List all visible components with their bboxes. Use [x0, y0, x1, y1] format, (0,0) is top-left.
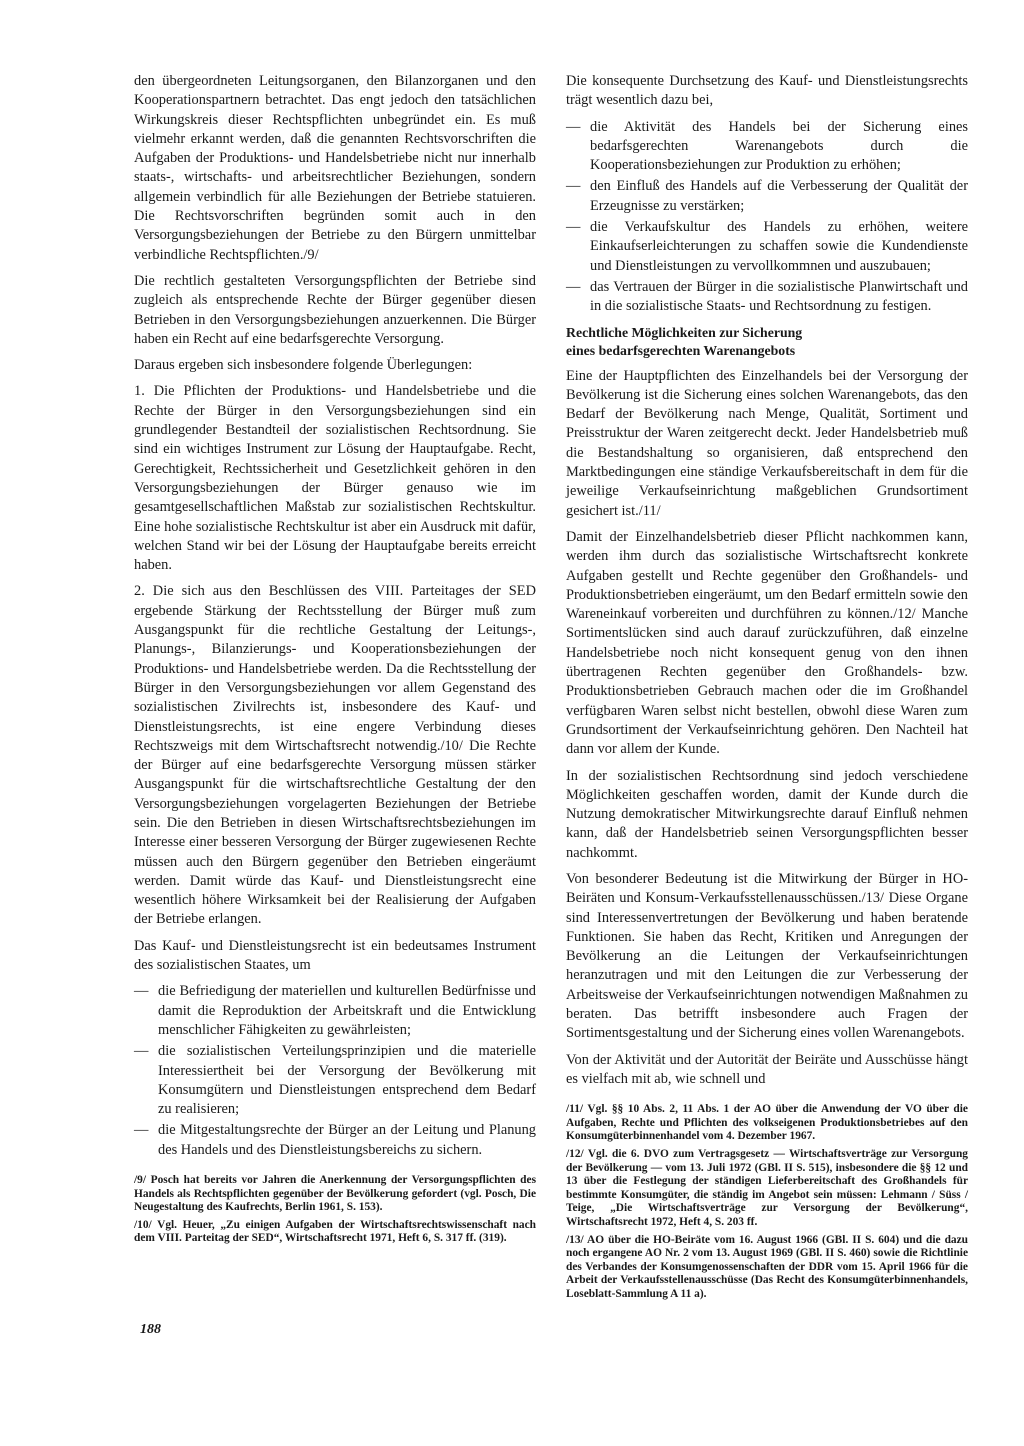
page-number: 188 — [140, 1322, 161, 1337]
list-item-text: das Vertrauen der Bürger in die sozialistische Planwirtschaft und in die sozialistische Staats- und Rechtsordnung zu festigen. — [590, 278, 968, 315]
right-dash-list — [566, 118, 968, 317]
dash-mark: — — [566, 219, 581, 236]
left-paragraph-1: den übergeordneten Leitungsorganen, den Bilanzorganen und den Kooperationspartnern betrachtet. Das engt jedoch den tatsächlichen Wirkungskreis dieser Rechtspflichten unbegründet ein. Es muß vielmehr erkannt werden, daß die genannten Rechtsvorschriften die Aufgaben der Produktions- und Handelsbetriebe nicht nur innerhalb staats-, wirtschafts- und arbeitsrechtlicher Beziehungen, sondern allgemein verbindlich für alle Beziehungen der Betriebe statuieren. Die Rechtsvorschriften begründen somit auch in den Versorgungsbeziehungen der Betriebe zu den Bürgern unmittelbar verbindliche Rechtspflichten./9/ — [134, 73, 536, 263]
right-footnotes — [566, 1103, 968, 1301]
dash-mark: — — [566, 278, 581, 295]
dash-mark: — — [134, 1122, 149, 1139]
right-column — [566, 72, 968, 1306]
footnote-9: /9/ Posch hat bereits vor Jahren die Anerkennung der Versorgungspflichten des Handels als Rechtspflichten gegenüber der Bevölkerung gefordert (vgl. Posch, Die Neugestaltung des Kaufrechts, Berlin 1961, S. 153). — [134, 1174, 536, 1214]
left-paragraph-2: Die rechtlich gestalteten Versorgungspflichten der Betriebe sind zugleich als entsprechende Rechte der Bürger gegenüber diesen Betrieben in den Versorgungsbeziehungen anzuerkennen. Die Bürger haben ein Recht auf eine bedarfsgerechte Versorgung. — [134, 272, 536, 347]
section-heading-line-1: Rechtliche Möglichkeiten zur Sicherung — [566, 324, 803, 340]
dash-mark: — — [134, 983, 149, 1000]
list-item — [566, 278, 968, 317]
list-item — [566, 218, 968, 276]
left-paragraph-3: Daraus ergeben sich insbesondere folgende Überlegungen: — [134, 357, 473, 374]
left-paragraph-6: Das Kauf- und Dienstleistungsrecht ist ein bedeutsames Instrument des sozialistischen Staates, um — [134, 937, 536, 974]
right-paragraph-2: Eine der Hauptpflichten des Einzelhandels bei der Versorgung der Bevölkerung ist die Sicherung eines solchen Warenangebots, das den Bedarf der Bevölkerung nach Menge, Qualität, Sortiment und Preisstruktur der Waren zeitgerecht deckt. Jeder Handelsbetrieb muß die Bestandshaltung so organisieren, daß entsprechend den Marktbedingungen eine ständige Verkaufsbereitschaft in dem für die jeweilige Verkaufseinrichtung maßgeblichen Grundsortiment gesichert ist./11/ — [566, 367, 968, 519]
footnote-12: /12/ Vgl. die 6. DVO zum Vertragsgesetz — Wirtschaftsverträge zur Versorgung der Bevölkerung — vom 13. Juli 1972 (GBl. II S. 515), insbesondere die §§ 12 und 13 über die Festlegung der ständigen Lieferbereitschaft des Großhandels für bestimmte Konsumgüter, die ständig im Angebot sein müssen: Lehmann / Süss / Teige, „Die Wirtschaftsverträge zur Versorgung der Bevölkerung“, Wirtschaftsrecht 1972, Heft 4, S. 203 ff. — [566, 1148, 968, 1228]
list-item — [134, 982, 536, 1040]
list-item-text: die Aktivität des Handels bei der Sicherung eines bedarfsgerechten Warenangebots durch die Kooperationsbeziehungen zur Produktion zu erhöhen; — [590, 118, 968, 174]
right-paragraph-5: Von besonderer Bedeutung ist die Mitwirkung der Bürger in HO-Beiräten und Konsum-Verkaufsstellenausschüssen./13/ Diese Organe sind Interessenvertretungen der Bevölkerung und haben beratende Funktionen. Sie haben das Recht, Kritiken und Anregungen der Bevölkerung an die Leitungen der Verkaufseinrichtungen heranzutragen und mit den Leitungen die zur Verbesserung der Arbeitsweise der Verkaufseinrichtungen notwendigen Maßnahmen zu beraten. Das betrifft insbesondere auch Fragen der Sortimentsgestaltung und der Sicherung eines vollen Warenangebots. — [566, 870, 968, 1042]
list-item — [134, 1042, 536, 1119]
list-item — [134, 1121, 536, 1160]
footnote-10: /10/ Vgl. Heuer, „Zu einigen Aufgaben der Wirtschaftsrechtswissenschaft nach dem VIII. Parteitag der SED“, Wirtschaftsrecht 1971, Heft 6, S. 317 ff. (319). — [134, 1218, 536, 1245]
list-item — [566, 118, 968, 176]
list-item-text: die Befriedigung der materiellen und kulturellen Bedürfnisse und damit die Reproduktion der Arbeitskraft und die Entwicklung menschlicher Fähigkeiten zu gewährleisten; — [158, 983, 536, 1038]
footnote-13: /13/ AO über die HO-Beiräte vom 16. August 1966 (GBl. II S. 604) und die dazu noch ergangene AO Nr. 2 vom 13. August 1969 (GBl. II S. 460) sowie die Richtlinie des Verbandes der Konsumgenossenschaften der DDR vom 15. April 1966 für die Arbeit der Verkaufsstellenausschüsse (Das Recht des Konsumgüterbinnenhandels, Loseblatt-Sammlung A 11 a). — [566, 1233, 968, 1300]
left-column — [134, 72, 536, 1250]
left-paragraph-4: 1. Die Pflichten der Produktions- und Handelsbetriebe und die Rechte der Bürger in den Versorgungsbeziehungen sind ein grundlegender Bestandteil der sozialistischen Rechtsordnung. Sie sind ein wichtiges Instrument zur Lösung der Hauptaufgabe. Recht, Gerechtigkeit, Rechtssicherheit und Gesetzlichkeit gehören in den Versorgungsbeziehungen der Bürger genauso wie im gesamtgesellschaftlichen Maßstab zur sozialistischen Rechtskultur. Eine hohe sozialistische Rechtskultur ist aber ein Ausdruck mit dafür, welchen Stand wir bei der Lösung der Hauptaufgabe bereits erreicht haben. — [134, 383, 536, 574]
dash-mark: — — [566, 118, 581, 135]
right-paragraph-3: Damit der Einzelhandelsbetrieb dieser Pflicht nachkommen kann, werden ihm durch das sozialistische Wirtschaftsrecht konkrete Aufgaben gestellt und Rechte gegenüber den Großhandels- und Produktionsbetrieben eingeräumt, um den Bedarf ermitteln sowie den Wareneinkauf vorbereiten und durchführen zu können./12/ Manche Sortimentslücken sind auch darauf zurückzuführen, daß einzelne Handelsbetriebe noch nicht konsequent genug von den ihnen übertragenen Rechten gegenüber den Großhandels- bzw. Produktionsbetrieben Gebrauch machen oder die im Großhandel verfügbaren Waren selbst nicht bestellen, obwohl diese Waren zum Grundsortiment der Verkaufseinrichtung gehören. Den Nachteil hat dann vor allem der Kunde. — [566, 528, 968, 758]
left-paragraph-5: 2. Die sich aus den Beschlüssen des VIII. Parteitages der SED ergebende Stärkung der Rechtsstellung der Bürger muß zum Ausgangspunkt für die rechtliche Gestaltung der Leitungs-, Planungs-, Bilanzierungs- und Kooperationsbeziehungen der Produktions- und Handelsbetriebe werden. Da die Rechtsstellung der Bürger in den Versorgungsbeziehungen vor allem Gegenstand des sozialistischen Zivilrechts ist, insbesondere des Kauf- und Dienstleistungsrechts, ist eine engere Verbindung dieses Rechtszweigs mit dem Wirtschaftsrecht notwendig./10/ Die Rechte der Bürger auf eine bedarfsgerechte Versorgung müssen stärker Ausgangspunkt für die wirtschaftsrechtliche Gestaltung der den Versorgungsbeziehungen vorgelagerten Beziehungen der Betriebe sein. Die den Betrieben in diesen Wirtschaftsrechtsbeziehungen im Interesse einer besseren Versorgung der Bürger zugewiesenen Rechte müssen auch den Bürgern gegenüber den Betrieben eingeräumt werden. Damit würde das Kauf- und Dienstleistungsrecht eine wesentlich höhere Wirksamkeit bei der Realisierung der Aufgaben der Betriebe erlangen. — [134, 583, 536, 928]
section-heading-line-2: eines bedarfsgerechten Warenangebots — [566, 342, 796, 358]
list-item-text: die Verkaufskultur des Handels zu erhöhen, weitere Einkaufserleichterungen zu schaffen sowie die Kundendienste und Dienstleistungen zu vervollkommnen und auszubauen; — [590, 219, 968, 274]
footnote-11: /11/ Vgl. §§ 10 Abs. 2, 11 Abs. 1 der AO über die Anwendung der VO über die Aufgaben, Rechte und Pflichten des volkseigenen Produktionsbetriebes auf den Konsumgüterbinnenhandel vom 4. Dezember 1967. — [566, 1103, 968, 1143]
list-item-text: die Mitgestaltungsrechte der Bürger an der Leitung und Planung des Handels und des Dienstleistungsbereichs zu sichern. — [158, 1122, 536, 1158]
right-paragraph-1: Die konsequente Durchsetzung des Kauf- und Dienstleistungsrechts trägt wesentlich dazu bei, — [566, 73, 968, 109]
left-dash-list — [134, 982, 536, 1160]
dash-mark: — — [134, 1043, 149, 1060]
list-item — [566, 177, 968, 216]
right-paragraph-6: Von der Aktivität und der Autorität der Beiräte und Ausschüsse hängt es vielfach mit ab, wie schnell und — [566, 1051, 968, 1087]
left-footnotes — [134, 1174, 536, 1246]
right-paragraph-4: In der sozialistischen Rechtsordnung sind jedoch verschiedene Möglichkeiten geschaffen worden, damit der Kunde durch die Nutzung demokratischer Mitwirkungsrechte darauf Einfluß nehmen kann, daß der Handelsbetrieb seinen Versorgungspflichten besser nachkommt. — [566, 767, 968, 861]
dash-mark: — — [566, 178, 581, 195]
list-item-text: den Einfluß des Handels auf die Verbesserung der Qualität der Erzeugnisse zu verstärken; — [590, 178, 968, 214]
section-heading — [566, 324, 968, 360]
list-item-text: die sozialistischen Verteilungsprinzipien und die materielle Interessiertheit bei der Versorgung der Bevölkerung mit Konsumgütern und Dienstleistungen entsprechend dem Bedarf zu realisieren; — [158, 1043, 536, 1118]
